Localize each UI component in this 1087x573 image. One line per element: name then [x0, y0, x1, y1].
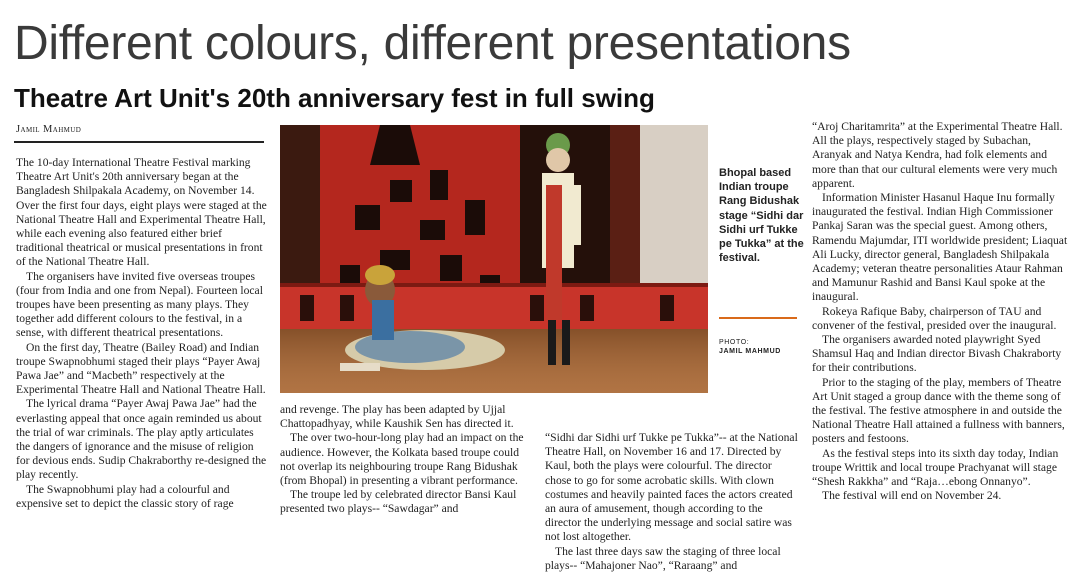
paragraph: Information Minister Hasanul Haque Inu formally inaugurated the festival. Indian High Commissioner Pankaj Saran was the special guest. Among others, Ramendu Majumdar, ITI worldwide president; Liaquat Ali Lucky, director general, Bangladesh Shilpakala Academy; veteran theatre personalities Ataur Rahman and Mamunur Rashid and Bansi Kaul spoke at the inaugural. [812, 191, 1068, 304]
paragraph: As the festival steps into its sixth day today, Indian troupe Writtik and local troupe Prachyanat will stage “Shesh Rakkha” and “Raja…ebong Onnanyo”. [812, 446, 1059, 489]
paragraph: The over two-hour-long play had an impact on the audience. However, the Kolkata based troupe could not overlap its neighbouring troupe Rang Bidushak (from Bhopal) in presenting a vibrant performance. [280, 431, 524, 488]
paragraph: and revenge. The play has been adapted by Ujjal Chattopadhyay, while Kaushik Sen has directed it. [280, 403, 514, 431]
article-column-2 [280, 403, 532, 555]
byline-rule [14, 141, 264, 143]
paragraph: “Sidhi dar Sidhi urf Tukke pe Tukka”-- at the National Theatre Hall, on November 16 and 17. Directed by Kaul, both the plays were colourful. The director chose to go for some acrobatic skills. With clown costumes and heavily painted faces the actors created an aura of amusement, though according to the director the underlying message and social satire was not lost altogether. [545, 431, 798, 544]
stage-photo [280, 125, 708, 393]
article-headline: Different colours, different presentations [14, 17, 851, 70]
paragraph: The lyrical drama “Payer Awaj Pawa Jae” had the everlasting appeal that once again reminded us about the trial of war criminals. The play aptly articulates the dangers of ignorance and the misuse of religion for devious ends. Sudip Chakraborthy re-designed the play recently. [16, 397, 267, 482]
stage-photo-illustration [280, 125, 708, 393]
byline: Jamil Mahmud [16, 124, 82, 135]
paragraph: The festival will end on November 24. [822, 489, 1002, 503]
article-subheadline: Theatre Art Unit's 20th anniversary fest in full swing [14, 83, 655, 113]
caption-rule [719, 317, 797, 319]
article-column-3 [545, 431, 800, 572]
photo-credit [719, 338, 809, 356]
paragraph: The troupe led by celebrated director Bansi Kaul presented two plays-- “Sawdagar” and [280, 488, 517, 516]
paragraph: The last three days saw the staging of three local plays-- “Mahajoner Nao”, “Raraang” and [545, 544, 781, 572]
article-column-4 [812, 120, 1070, 555]
paragraph: Prior to the staging of the play, members of Theatre Art Unit staged a group dance with the theme song of the festival. The festive atmosphere in and outside the National Theatre Hall attained a fullness with banners, posters and festoons. [812, 375, 1065, 446]
paragraph: The organisers have invited five overseas troupes (four from India and one from Nepal). Fourteen local troupes have been presenting as many plays. They together add different colours to the festival, in a sense, with different theatrical presentations. [16, 269, 263, 340]
paragraph: The organisers awarded noted playwright Syed Shamsul Haq and Indian director Bivash Chakraborty for their contributions. [812, 333, 1062, 375]
paragraph: The 10-day International Theatre Festival marking Theatre Art Unit's 20th anniversary began at the Bangladesh Shilpakala Academy, on November 14. Over the first four days, eight plays were staged at the National Theatre Hall and Experimental Theatre Hall, while each evening also featured either brief traditional theatrical or musical presentations in front of the National Theatre Hall. [16, 156, 267, 269]
photo-credit-label: PHOTO: [719, 339, 750, 346]
paragraph: Rokeya Rafique Baby, chairperson of TAU and convener of the festival, presided over the inaugural. [812, 304, 1057, 332]
paragraph: On the first day, Theatre (Bailey Road) and Indian troupe Swapnobhumi staged their plays “Payer Awaj Pawa Jae” and “Macbeth” respectively at the Experimental Theatre Hall and National Theatre Hall. [16, 340, 266, 397]
photo-credit-name: JAMIL MAHMUD [719, 348, 781, 355]
paragraph: The Swapnobhumi play had a colourful and expensive set to depict the classic story of rage [16, 482, 234, 510]
article-column-1 [16, 156, 268, 555]
photo-caption: Bhopal based Indian troupe Rang Bidushak stage “Sidhi dar Sidhi urf Tukke pe Tukka” at the festival. [719, 167, 804, 265]
paragraph: “Aroj Charitamrita” at the Experimental Theatre Hall. All the plays, respectively staged by Subachan, Aranyak and Natya Kendra, had folk elements and more than that our cultural elements were very much apparent. [812, 120, 1063, 190]
